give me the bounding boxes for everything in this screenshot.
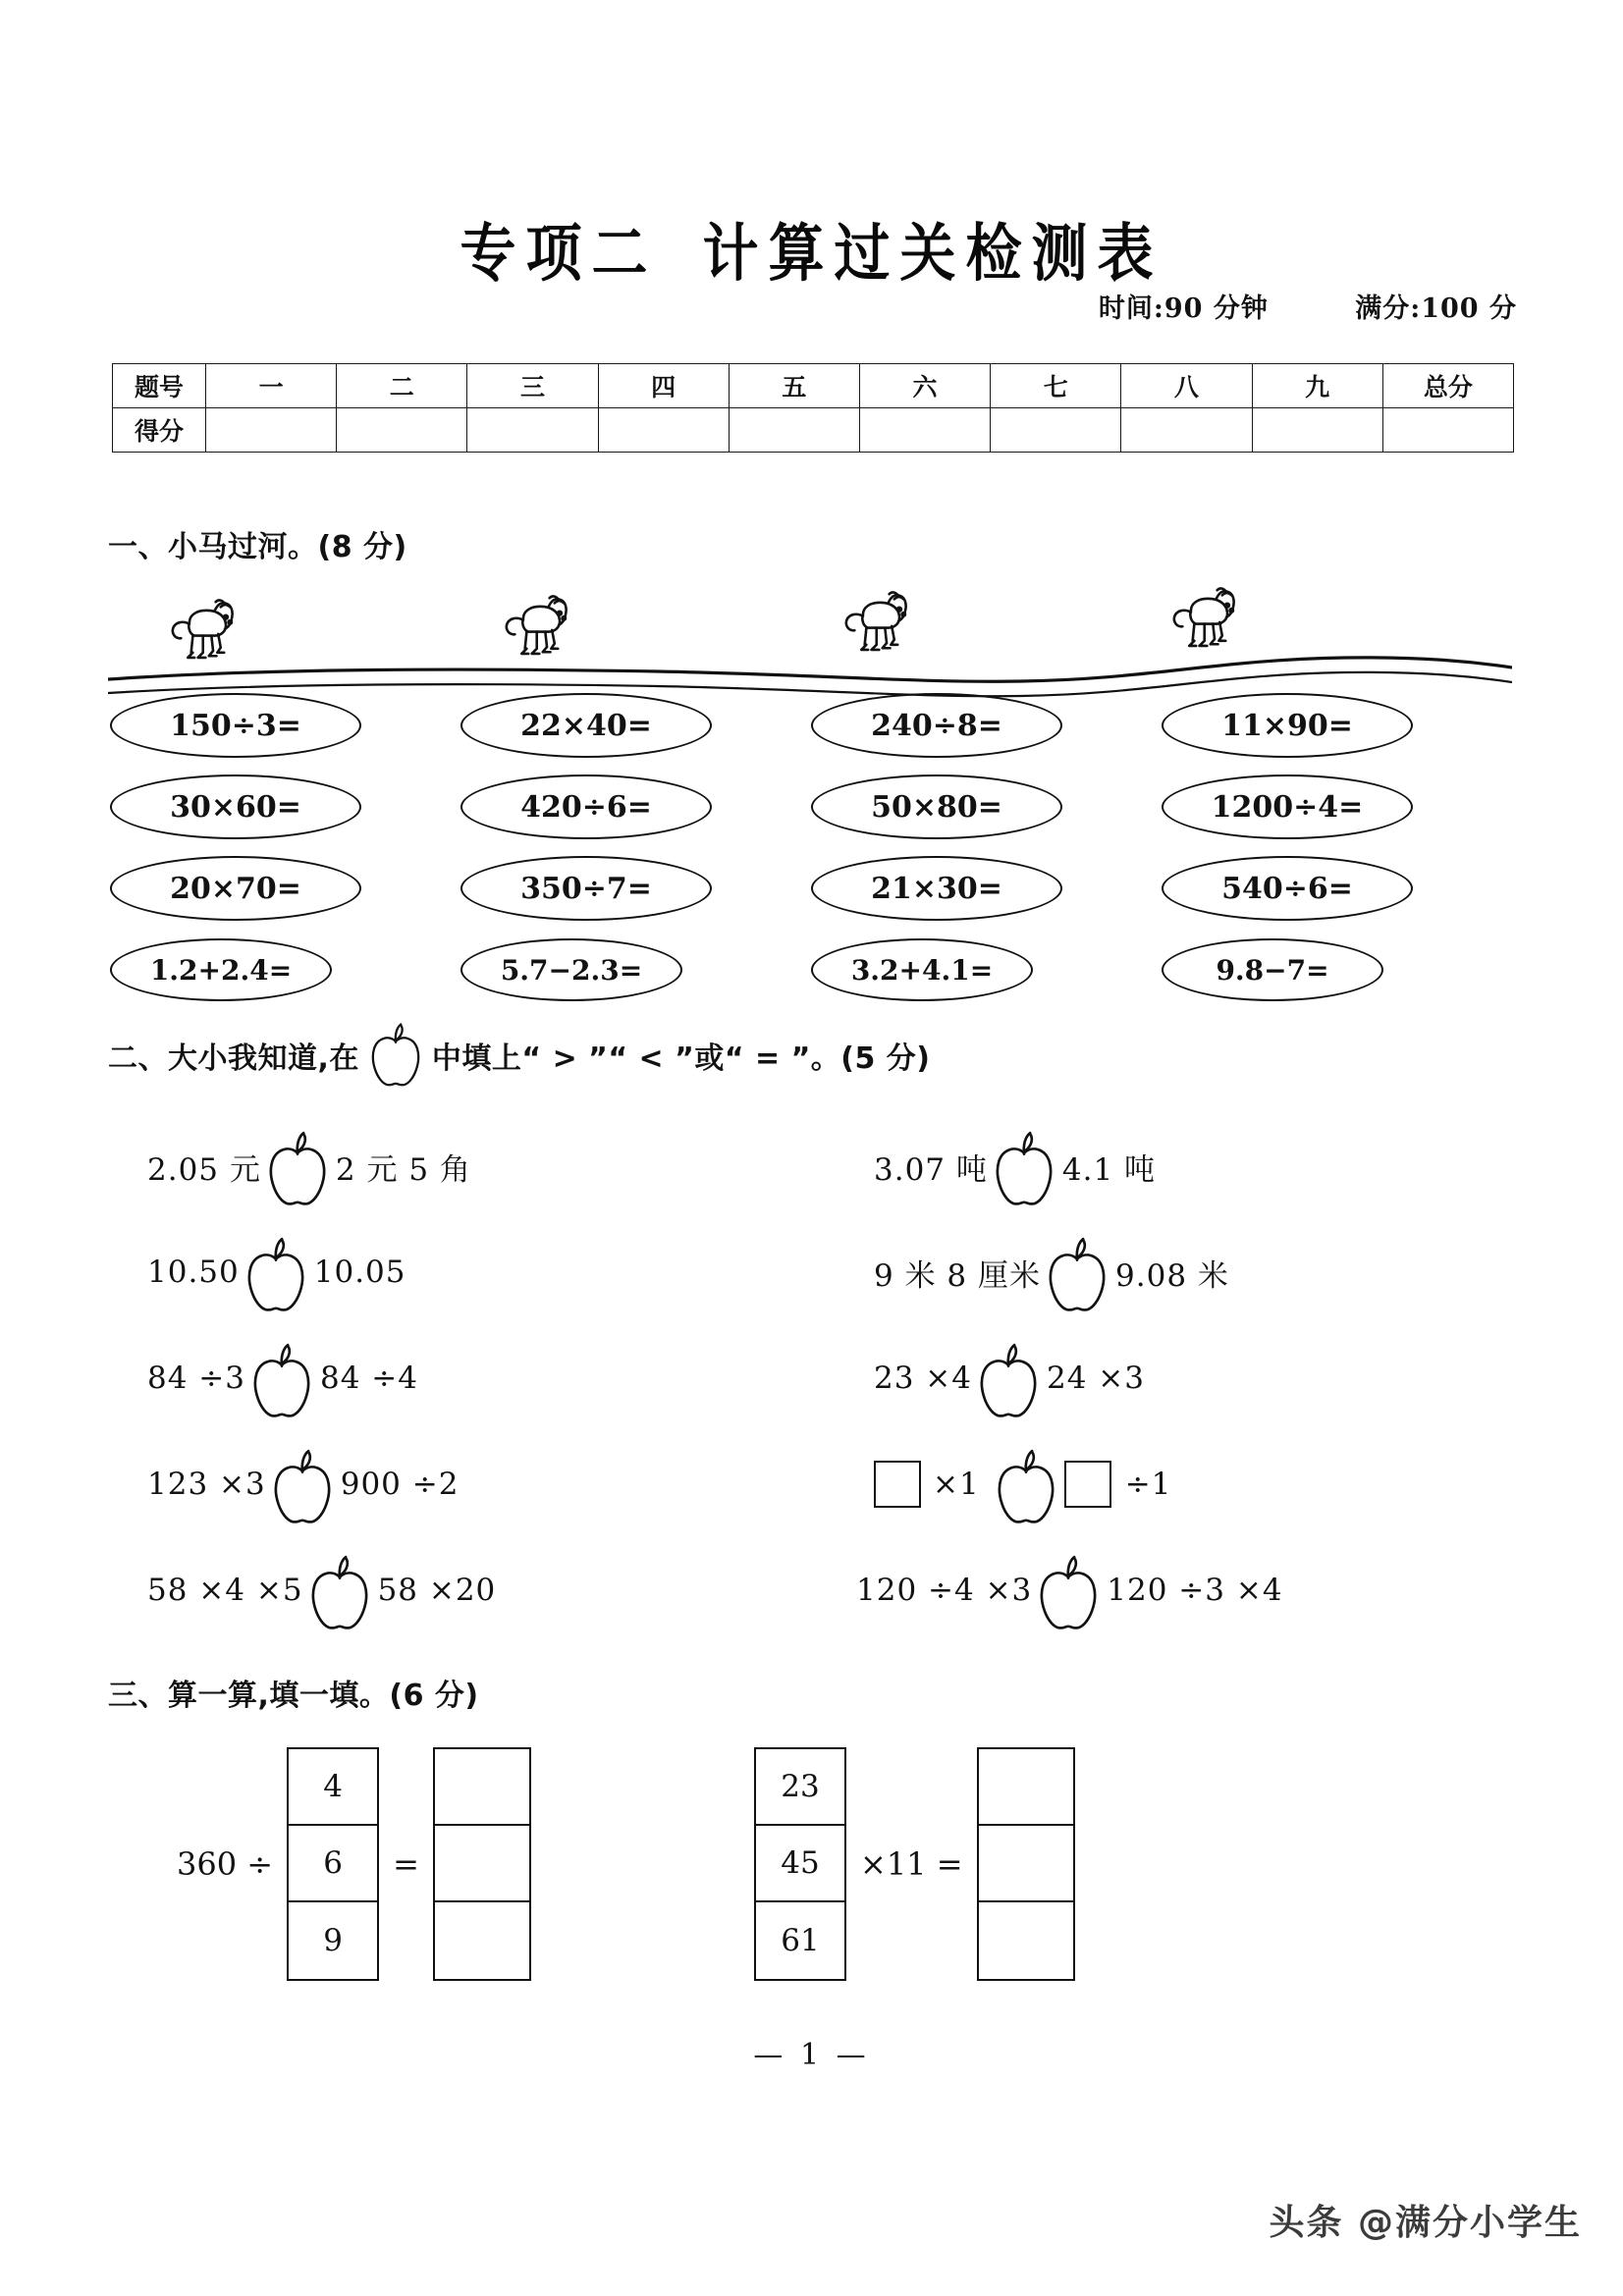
- oval-cell: [1162, 687, 1512, 764]
- problem-oval[interactable]: [110, 693, 361, 758]
- multiplicand-cell: 45: [756, 1826, 844, 1902]
- problem-text: 20×70=: [170, 871, 301, 906]
- apple-icon-svg: [988, 1125, 1060, 1209]
- compare-operand-b: 900 ÷2: [340, 1467, 460, 1502]
- problem-text: 5.7−2.3=: [500, 953, 643, 987]
- watermark: 头条 @满分小学生: [1269, 2203, 1582, 2243]
- compare-operand-a: 123 ×3: [147, 1467, 266, 1502]
- apple-icon[interactable]: [990, 1443, 1064, 1525]
- oval-cell: [110, 687, 460, 764]
- compare-operand-b: 2 元 5 角: [335, 1151, 471, 1188]
- title-part-1: 专项二: [460, 217, 658, 291]
- problem-text: 150÷3=: [170, 708, 301, 743]
- problem-text: 3.2+4.1=: [850, 953, 994, 987]
- compare-operand-b: 58 ×20: [377, 1573, 497, 1608]
- apple-icon[interactable]: [240, 1231, 314, 1313]
- section-1-heading-text: 一、小马过河。(8 分): [108, 530, 407, 564]
- problem-text: 350÷7=: [520, 871, 652, 906]
- apple-icon-svg: [359, 1021, 432, 1090]
- apple-icon-svg: [266, 1443, 339, 1527]
- problem-oval[interactable]: [811, 938, 1033, 1001]
- score-cell-1[interactable]: [206, 408, 337, 453]
- col-header-4: 四: [598, 364, 729, 408]
- problem-oval[interactable]: [110, 856, 361, 921]
- apple-icon: [359, 1021, 432, 1090]
- score-cell-8[interactable]: [1121, 408, 1252, 453]
- time-limit-label: 时间:90 分钟: [1098, 294, 1269, 324]
- divisor-cell: 4: [289, 1749, 377, 1826]
- page-title: [0, 208, 1623, 289]
- dividend-label: 360 ÷: [177, 1845, 274, 1883]
- apple-icon-svg: [972, 1337, 1045, 1421]
- table-row-scores: [113, 408, 1514, 453]
- apple-icon[interactable]: [972, 1337, 1047, 1419]
- problem-text: 1200÷4=: [1211, 789, 1364, 825]
- oval-cell: [460, 850, 811, 927]
- apple-icon[interactable]: [1041, 1231, 1115, 1313]
- problem-text: 420÷6=: [520, 789, 652, 825]
- compare-operand-b: 9.08 米: [1115, 1257, 1229, 1294]
- problem-oval[interactable]: [110, 774, 361, 839]
- apple-icon-svg: [1041, 1231, 1113, 1315]
- divisor-cell: 6: [289, 1826, 377, 1902]
- col-header-total: 总分: [1382, 364, 1513, 408]
- page-number: — 1 —: [753, 2038, 870, 2072]
- col-header-5: 五: [729, 364, 859, 408]
- apple-icon[interactable]: [1032, 1549, 1107, 1631]
- compare-item-right: [874, 1337, 1145, 1419]
- oval-cell: [460, 687, 811, 764]
- horse-illustration-band: [108, 577, 1512, 695]
- problem-oval[interactable]: [460, 938, 682, 1001]
- equals-sign: =: [393, 1845, 419, 1883]
- row-label-question-number: 题号: [113, 364, 206, 408]
- compare-operand-a: 84 ÷3: [147, 1361, 245, 1396]
- oval-cell: [811, 932, 1162, 1008]
- compare-row: [0, 1549, 1623, 1655]
- horse-icon: [159, 585, 243, 669]
- apple-icon[interactable]: [303, 1549, 378, 1631]
- answer-cell[interactable]: [979, 1749, 1073, 1826]
- problem-text: 21×30=: [871, 871, 1002, 906]
- score-cell-7[interactable]: [991, 408, 1121, 453]
- problem-oval[interactable]: [811, 693, 1062, 758]
- apple-icon-svg: [303, 1549, 376, 1633]
- answer-cell[interactable]: [435, 1826, 529, 1902]
- col-header-9: 九: [1252, 364, 1382, 408]
- compare-row: [0, 1443, 1623, 1549]
- apple-icon-svg: [990, 1443, 1062, 1527]
- compare-row: [0, 1337, 1623, 1443]
- oval-row: [110, 687, 1514, 764]
- compare-item-right: [874, 1231, 1229, 1313]
- compare-item-left: [147, 1231, 406, 1313]
- compare-row: [0, 1231, 1623, 1337]
- section-3-heading-text: 三、算一算,填一填。(6 分): [108, 1679, 479, 1713]
- compare-item-right: [874, 1443, 1171, 1525]
- multiplicand-cell: 61: [781, 1923, 820, 1958]
- oval-cell: [811, 850, 1162, 927]
- total-score-label: 满分:100 分: [1355, 294, 1517, 324]
- compare-operator-b: ÷1: [1124, 1467, 1172, 1502]
- problem-text: 11×90=: [1221, 708, 1353, 743]
- score-cell-total[interactable]: [1382, 408, 1513, 453]
- compare-operand-b: 10.05: [313, 1255, 406, 1290]
- col-header-1: 一: [206, 364, 337, 408]
- answer-cell[interactable]: [979, 1902, 1073, 1979]
- oval-row: [110, 932, 1514, 1008]
- title-part-2: 计算过关检测表: [702, 217, 1163, 291]
- answer-box[interactable]: [874, 1461, 921, 1508]
- compare-operand-a: 58 ×4 ×5: [147, 1573, 303, 1608]
- section-2-compare-grid: [0, 1125, 1623, 1655]
- compare-item-right: [874, 1125, 1156, 1207]
- apple-icon[interactable]: [988, 1125, 1062, 1207]
- compare-operand-b: 84 ÷4: [320, 1361, 418, 1396]
- compare-item-right: [856, 1549, 1283, 1631]
- answer-cell[interactable]: [435, 1902, 529, 1979]
- col-header-2: 二: [337, 364, 467, 408]
- compare-item-left: [147, 1549, 496, 1631]
- problem-oval[interactable]: [460, 693, 712, 758]
- apple-icon[interactable]: [266, 1443, 341, 1525]
- oval-cell: [110, 769, 460, 845]
- problem-oval[interactable]: [1162, 938, 1383, 1001]
- compare-operand-a: 3.07 吨: [874, 1151, 988, 1188]
- problem-text: 22×40=: [520, 708, 652, 743]
- compare-item-left: [147, 1125, 471, 1207]
- problem-oval[interactable]: [110, 938, 332, 1001]
- multiplicand-stack: [754, 1747, 846, 1981]
- multiplicand-cell: 23: [756, 1749, 844, 1826]
- oval-cell: [1162, 769, 1512, 845]
- col-header-6: 六: [859, 364, 990, 408]
- problem-oval[interactable]: [811, 774, 1062, 839]
- answer-stack: [977, 1747, 1075, 1981]
- compare-operand-b: 4.1 吨: [1061, 1151, 1157, 1188]
- horse-icon: [833, 577, 917, 662]
- problem-text: 9.8−7=: [1216, 953, 1329, 987]
- col-header-7: 七: [991, 364, 1121, 408]
- multiplier-label: ×11 =: [860, 1845, 963, 1883]
- oval-cell: [110, 932, 460, 1008]
- apple-icon-svg: [1032, 1549, 1105, 1633]
- problem-text: 540÷6=: [1221, 871, 1353, 906]
- answer-cell[interactable]: [435, 1749, 529, 1826]
- problem-oval[interactable]: [1162, 856, 1413, 921]
- horse-icon: [1161, 573, 1245, 658]
- compare-operand-a: 23 ×4: [874, 1361, 972, 1396]
- compare-operand-a: 2.05 元: [147, 1151, 261, 1188]
- section-3-heading: [108, 1671, 479, 1714]
- stack-group-multiplication: [754, 1747, 1075, 1981]
- exam-meta: [0, 287, 1623, 325]
- score-cell-2[interactable]: [337, 408, 467, 453]
- problem-oval[interactable]: [1162, 774, 1413, 839]
- score-cell-6[interactable]: [859, 408, 990, 453]
- compare-operand-a: 9 米 8 厘米: [874, 1257, 1042, 1294]
- problem-text: 240÷8=: [871, 708, 1002, 743]
- col-header-3: 三: [467, 364, 598, 408]
- apple-icon[interactable]: [261, 1125, 336, 1207]
- compare-row: [0, 1125, 1623, 1231]
- compare-operator-a: ×1: [933, 1467, 980, 1502]
- row-label-score: 得分: [113, 408, 206, 453]
- oval-row: [110, 850, 1514, 927]
- score-cell-5[interactable]: [729, 408, 859, 453]
- oval-cell: [110, 850, 460, 927]
- section-2-heading-text-a: 二、大小我知道,在: [108, 1041, 359, 1076]
- answer-stack: [433, 1747, 531, 1981]
- score-cell-3[interactable]: [467, 408, 598, 453]
- compare-operand-a: 10.50: [147, 1255, 240, 1290]
- problem-text: 30×60=: [170, 789, 301, 825]
- section-3-content: [0, 1747, 1623, 1993]
- section-1-heading: [108, 522, 407, 565]
- section-2-heading: [108, 1021, 931, 1090]
- apple-icon-svg: [240, 1231, 312, 1315]
- apple-icon-svg: [245, 1337, 318, 1421]
- oval-cell: [460, 932, 811, 1008]
- oval-cell: [811, 769, 1162, 845]
- problem-oval[interactable]: [811, 856, 1062, 921]
- oval-cell: [460, 769, 811, 845]
- score-table: [112, 363, 1514, 453]
- oval-cell: [1162, 932, 1512, 1008]
- apple-icon[interactable]: [245, 1337, 320, 1419]
- section-2-heading-text-b: 中填上“ > ”“ < ”或“ = ”。(5 分): [431, 1041, 931, 1076]
- divisor-stack: [287, 1747, 379, 1981]
- section-1-problem-grid: [110, 687, 1514, 1013]
- compare-operand-b: 24 ×3: [1047, 1361, 1145, 1396]
- problem-oval[interactable]: [460, 774, 712, 839]
- problem-text: 50×80=: [871, 789, 1002, 825]
- problem-oval[interactable]: [460, 856, 712, 921]
- compare-operand-b: 120 ÷3 ×4: [1107, 1573, 1283, 1608]
- stack-group-division: [163, 1747, 531, 1981]
- apple-icon-svg: [261, 1125, 334, 1209]
- divisor-cell: 9: [323, 1923, 343, 1958]
- horse-icon: [493, 581, 577, 666]
- score-cell-9[interactable]: [1252, 408, 1382, 453]
- oval-cell: [811, 687, 1162, 764]
- oval-cell: [1162, 850, 1512, 927]
- answer-box[interactable]: [1064, 1461, 1111, 1508]
- oval-row: [110, 769, 1514, 845]
- table-row-question-numbers: [113, 364, 1514, 408]
- compare-item-left: [147, 1443, 459, 1525]
- compare-operand-a: 120 ÷4 ×3: [856, 1573, 1033, 1608]
- col-header-8: 八: [1121, 364, 1252, 408]
- compare-item-left: [147, 1337, 418, 1419]
- problem-text: 1.2+2.4=: [149, 953, 293, 987]
- problem-oval[interactable]: [1162, 693, 1413, 758]
- score-cell-4[interactable]: [598, 408, 729, 453]
- answer-cell[interactable]: [979, 1826, 1073, 1902]
